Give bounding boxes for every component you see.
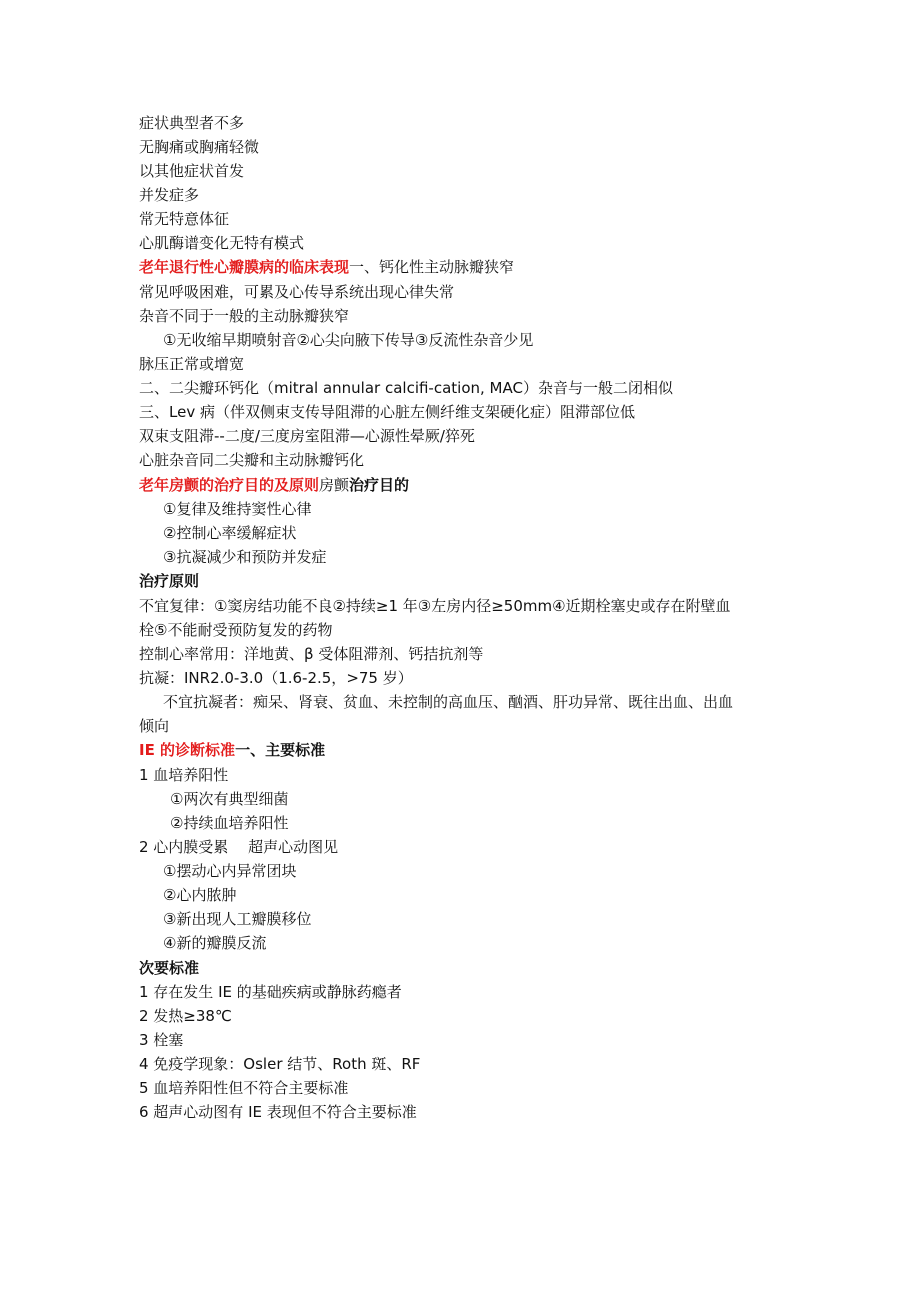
section-heading-valve-disease: 老年退行性心瓣膜病的临床表现 — [139, 258, 350, 276]
text-line: 症状典型者不多 — [139, 114, 245, 132]
text-line: 控制心率常用：洋地黄、β 受体阻滞剂、钙拮抗剂等 — [139, 645, 484, 663]
section-heading-ie-diagnosis: IE 的诊断标准 — [139, 741, 236, 759]
text-line: 杂音不同于一般的主动脉瓣狭窄 — [139, 307, 350, 325]
text-line: 并发症多 — [139, 186, 200, 204]
text-line: ①摆动心内异常团块 — [163, 862, 297, 880]
text-line: 心脏杂音同二尖瓣和主动脉瓣钙化 — [139, 451, 365, 469]
text-line: 倾向 — [139, 717, 170, 735]
text-line: 5 血培养阳性但不符合主要标准 — [139, 1079, 349, 1097]
heading-continuation: 一、主要标准 — [235, 741, 326, 759]
heading-continuation: 一、钙化性主动脉瓣狭窄 — [349, 258, 515, 276]
text-line: 4 免疫学现象：Osler 结节、Roth 斑、RF — [139, 1055, 421, 1073]
text-line: ③新出现人工瓣膜移位 — [163, 910, 312, 928]
text-line: 无胸痛或胸痛轻微 — [139, 138, 260, 156]
section-heading-line — [139, 738, 325, 762]
text-line: 1 存在发生 IE 的基础疾病或静脉药瘾者 — [139, 983, 402, 1001]
text-line: ③抗凝减少和预防并发症 — [163, 548, 327, 566]
text-line: ②持续血培养阳性 — [170, 814, 289, 832]
text-line: ①两次有典型细菌 — [170, 790, 289, 808]
text-line: ②心内脓肿 — [163, 886, 237, 904]
text-line: 常见呼吸困难，可累及心传导系统出现心律失常 — [139, 283, 455, 301]
section-heading-line — [139, 473, 409, 497]
heading-continuation: 房颤 — [319, 476, 350, 494]
text-line: 常无特意体征 — [139, 210, 230, 228]
text-line: 脉压正常或增宽 — [139, 355, 245, 373]
text-line: 2 发热≥38℃ — [139, 1007, 232, 1025]
text-line: ④新的瓣膜反流 — [163, 934, 267, 952]
text-line: ②控制心率缓解症状 — [163, 524, 297, 542]
section-heading-af-treatment: 老年房颤的治疗目的及原则 — [139, 476, 320, 494]
text-line: 3 栓塞 — [139, 1031, 184, 1049]
text-line: 2 心内膜受累 超声心动图见 — [139, 838, 339, 856]
text-line: 1 血培养阳性 — [139, 766, 229, 784]
text-line: 以其他症状首发 — [139, 162, 245, 180]
text-line: 6 超声心动图有 IE 表现但不符合主要标准 — [139, 1103, 417, 1121]
text-line: 抗凝：INR2.0-3.0（1.6-2.5，>75 岁） — [139, 669, 413, 687]
text-line: 心肌酶谱变化无特有模式 — [139, 234, 305, 252]
section-heading-line — [139, 255, 514, 279]
text-line: 不宜复律：①窦房结功能不良②持续≥1 年③左房内径≥50mm④近期栓塞史或存在附壁血 — [139, 597, 731, 615]
text-line: ①无收缩早期喷射音②心尖向腋下传导③反流性杂音少见 — [163, 331, 534, 349]
text-line: 栓⑤不能耐受预防复发的药物 — [139, 621, 333, 639]
subheading-treatment-principle: 治疗原则 — [139, 572, 200, 590]
subheading-minor-criteria: 次要标准 — [139, 959, 200, 977]
text-line: 三、Lev 病（伴双侧束支传导阻滞的心脏左侧纤维支架硬化症）阻滞部位低 — [139, 403, 635, 421]
text-line: 二、二尖瓣环钙化（mitral annular calcifi-cation, MAC）杂音与一般二闭相似 — [139, 379, 673, 397]
text-line: ①复律及维持窦性心律 — [163, 500, 312, 518]
subheading-treatment-goal: 治疗目的 — [349, 476, 410, 494]
text-line: 不宜抗凝者：痴呆、肾衰、贫血、未控制的高血压、酗酒、肝功异常、既往出血、出血 — [163, 693, 734, 711]
text-line: 双束支阻滞--二度/三度房室阻滞—心源性晕厥/猝死 — [139, 427, 475, 445]
